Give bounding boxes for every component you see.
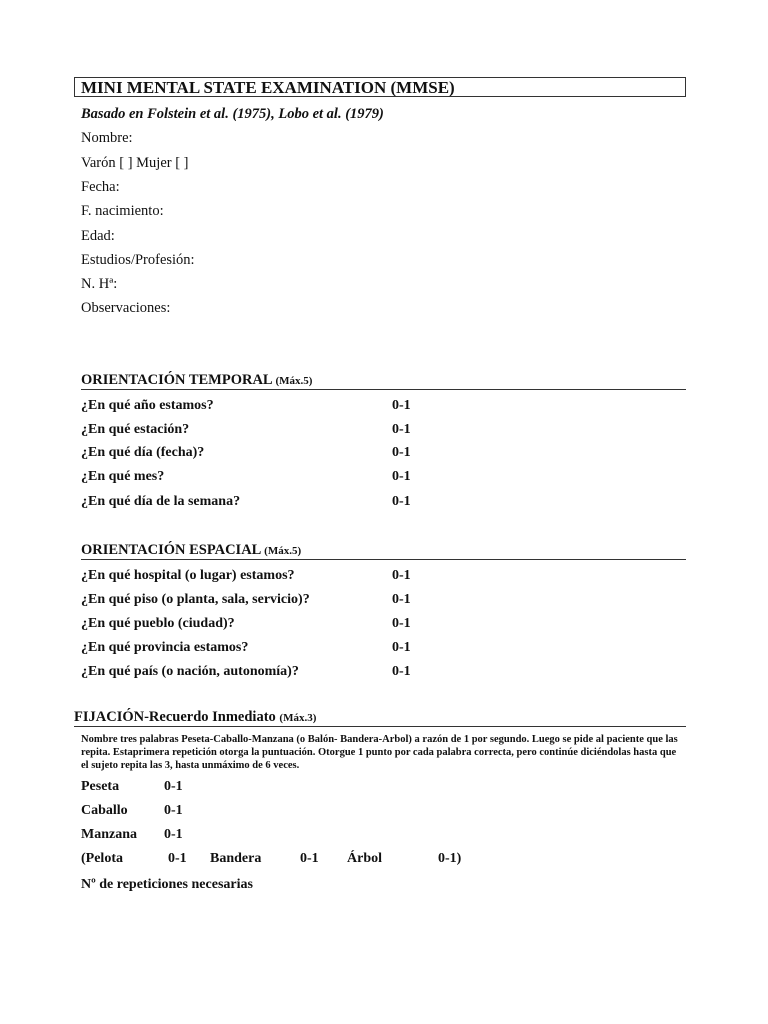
score-espacial-4: 0-1 (392, 640, 411, 655)
repetitions-label: Nº de repeticiones necesarias (81, 877, 253, 892)
score-espacial-1: 0-1 (392, 568, 411, 583)
alt-word-pelota: (Pelota (81, 851, 123, 866)
page-subtitle: Basado en Folstein et al. (1975), Lobo et al. (1979) (81, 106, 384, 122)
alt-score-arbol: 0-1) (438, 851, 462, 866)
question-temporal-2: ¿En qué estación? (81, 422, 190, 437)
alt-score-bandera: 0-1 (300, 851, 319, 866)
section-max: (Máx.5) (275, 375, 313, 387)
section-rule (81, 389, 686, 390)
section-title: ORIENTACIÓN TEMPORAL (81, 372, 272, 388)
alt-word-bandera: Bandera (210, 851, 262, 866)
section-max: (Máx.3) (279, 712, 317, 724)
field-nombre: Nombre: (81, 130, 133, 146)
question-espacial-3: ¿En qué pueblo (ciudad)? (81, 616, 235, 631)
word-caballo: Caballo (81, 803, 128, 818)
word-manzana: Manzana (81, 827, 137, 842)
word-score-manzana: 0-1 (164, 827, 183, 842)
fijacion-instructions: Nombre tres palabras Peseta-Caballo-Manzana (o Balón- Bandera-Arbol) a razón de 1 por segundo. Luego se pide al paciente que las repita. Estaprimera repetición otorga la puntuación. Otorgue 1 punto por cada palabra correcta, pero continúe diciéndolas hasta que el sujeto repita las 3, hasta unmáximo de 6 veces. (81, 734, 678, 771)
field-nha: N. Hª: (81, 276, 118, 292)
score-temporal-4: 0-1 (392, 469, 411, 484)
field-observaciones: Observaciones: (81, 300, 171, 316)
score-temporal-2: 0-1 (392, 422, 411, 437)
score-temporal-3: 0-1 (392, 445, 411, 460)
title-box (74, 77, 686, 97)
score-temporal-1: 0-1 (392, 398, 411, 413)
field-fecha: Fecha: (81, 179, 120, 195)
question-espacial-1: ¿En qué hospital (o lugar) estamos? (81, 568, 295, 583)
word-peseta: Peseta (81, 779, 120, 794)
section-max: (Máx.5) (264, 545, 302, 557)
question-temporal-4: ¿En qué mes? (81, 469, 165, 484)
word-score-peseta: 0-1 (164, 779, 183, 794)
question-temporal-1: ¿En qué año estamos? (81, 398, 214, 413)
question-espacial-2: ¿En qué piso (o planta, sala, servicio)? (81, 592, 310, 607)
section-rule (81, 559, 686, 560)
field-estudios: Estudios/Profesión: (81, 252, 195, 268)
score-espacial-5: 0-1 (392, 664, 411, 679)
section-heading-espacial (81, 541, 301, 560)
section-rule (74, 726, 686, 727)
alt-word-arbol: Árbol (347, 851, 382, 866)
field-sexo: Varón [ ] Mujer [ ] (81, 155, 189, 171)
section-title: ORIENTACIÓN ESPACIAL (81, 542, 261, 558)
question-temporal-5: ¿En qué día de la semana? (81, 494, 241, 509)
section-heading-temporal (81, 371, 312, 390)
question-temporal-3: ¿En qué día (fecha)? (81, 445, 205, 460)
question-espacial-5: ¿En qué país (o nación, autonomía)? (81, 664, 299, 679)
field-nacimiento: F. nacimiento: (81, 203, 164, 219)
alt-score-pelota: 0-1 (168, 851, 187, 866)
score-espacial-3: 0-1 (392, 616, 411, 631)
score-temporal-5: 0-1 (392, 494, 411, 509)
score-espacial-2: 0-1 (392, 592, 411, 607)
section-heading-fijacion (74, 708, 316, 727)
question-espacial-4: ¿En qué provincia estamos? (81, 640, 249, 655)
field-edad: Edad: (81, 228, 115, 244)
page-title: MINI MENTAL STATE EXAMINATION (MMSE) (81, 78, 455, 97)
section-title: FIJACIÓN-Recuerdo Inmediato (74, 709, 276, 725)
word-score-caballo: 0-1 (164, 803, 183, 818)
